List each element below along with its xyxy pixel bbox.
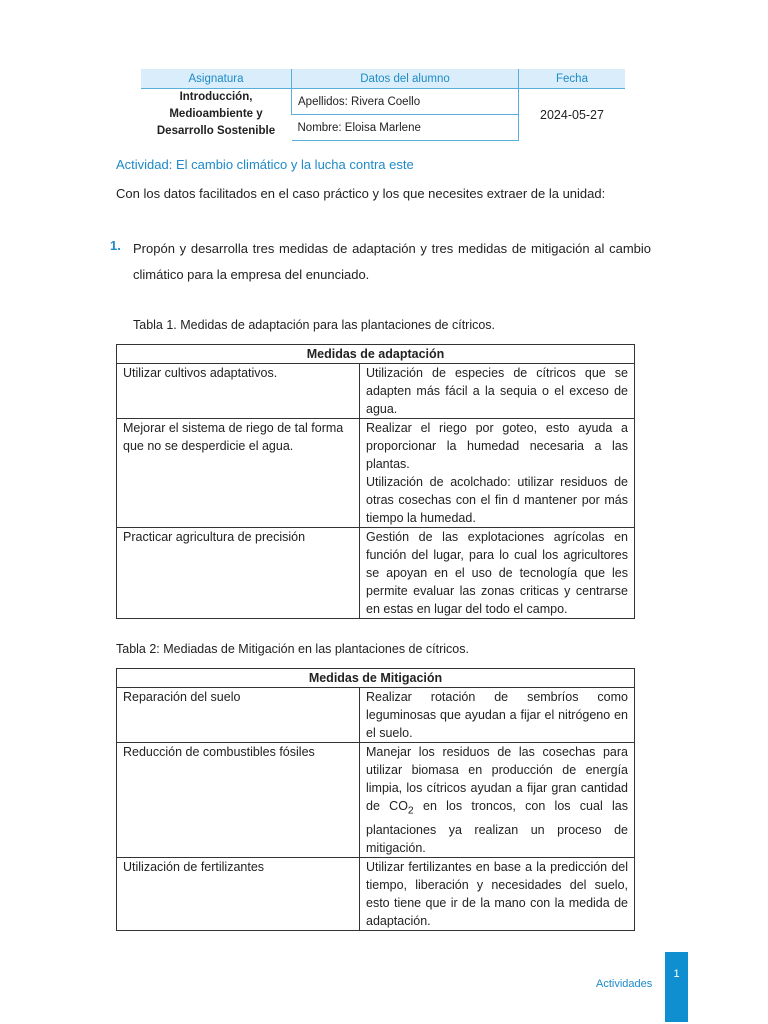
mitigation-table-header: Medidas de Mitigación: [117, 669, 635, 688]
subject-line-2: Medioambiente y: [169, 108, 263, 121]
table-row: [117, 857, 635, 930]
adaptation-table-header: Medidas de adaptación: [117, 345, 635, 364]
table-row: [117, 364, 635, 419]
page-number: 1: [673, 968, 680, 980]
table1-caption: Tabla 1. Medidas de adaptación para las plantaciones de cítricos.: [133, 318, 496, 332]
table2-caption: Tabla 2: Mediadas de Mitigación en las plantaciones de cítricos.: [116, 642, 469, 656]
adaptation-table: [116, 344, 635, 619]
surname-cell: Apellidos: Rivera Coello: [292, 89, 519, 115]
measure-cell: Reparación del suelo: [117, 688, 360, 743]
measure-cell: Mejorar el sistema de riego de tal forma que no se desperdicie el agua.: [117, 419, 360, 528]
description-text-a: Manejar los residuos de las cosechas para utilizar biomasa en producción de energía limpia, los cítricos ayudan a fijar gran cantidad de CO: [366, 745, 628, 813]
table-row: [117, 743, 635, 858]
description-cell: [360, 743, 635, 858]
description-text-b: en los troncos, con los cual las plantaciones ya realizan un proceso de mitigación.: [366, 799, 628, 855]
subject-line-3: Desarrollo Sostenible: [156, 125, 276, 138]
activity-title: Actividad: El cambio climático y la lucha contra este: [116, 157, 414, 172]
measure-cell: Utilizar cultivos adaptativos.: [117, 364, 360, 419]
description-paragraph: Realizar el riego por goteo, esto ayuda a proporcionar la humedad necesaria a las plantas.: [366, 421, 628, 471]
question-number: 1.: [110, 238, 121, 253]
header-student-label: Datos del alumno: [292, 69, 519, 89]
table-row: [117, 419, 635, 528]
measure-cell: Reducción de combustibles fósiles: [117, 743, 360, 858]
description-paragraph: Utilización de acolchado: utilizar residuos de otras cosechas con el fin d mantener por más tiempo la humedad.: [366, 475, 628, 525]
description-cell: [360, 419, 635, 528]
co2-subscript: 2: [407, 805, 414, 817]
footer-section-label: Actividades: [596, 978, 653, 990]
description-cell: Utilización de especies de cítricos que se adapten más fácil a la sequia o el exceso de agua.: [360, 364, 635, 419]
intro-text: Con los datos facilitados en el caso práctico y los que necesites extraer de la unidad:: [116, 186, 606, 201]
subject-line-1: Introducción,: [179, 91, 253, 104]
page-number-tab: [665, 952, 688, 1022]
header-date-label: Fecha: [519, 69, 626, 89]
table-row: [117, 688, 635, 743]
question-text: Propón y desarrolla tres medidas de adaptación y tres medidas de mitigación al cambio climático para la empresa del enunciado.: [133, 241, 651, 282]
measure-cell: Practicar agricultura de precisión: [117, 528, 360, 619]
description-cell: Utilizar fertilizantes en base a la predicción del tiempo, liberación y necesidades del suelo, esto tiene que ir de la mano con la medida de adaptación.: [360, 857, 635, 930]
description-cell: Gestión de las explotaciones agrícolas en función del lugar, para lo cual los agricultores se apoyan en el uso de tecnología que les permite evaluar las zonas criticas y centrarse en estas en lugar del todo el campo.: [360, 528, 635, 619]
mitigation-table: [116, 668, 635, 931]
description-cell: Realizar rotación de sembríos como leguminosas que ayudan a fijar el nitrógeno en el suelo.: [360, 688, 635, 743]
measure-cell: Utilización de fertilizantes: [117, 857, 360, 930]
name-cell: Nombre: Eloisa Marlene: [292, 115, 519, 141]
header-table: [141, 69, 625, 141]
table-row: [117, 528, 635, 619]
header-subject-label: Asignatura: [141, 69, 292, 89]
date-cell: 2024-05-27: [519, 89, 626, 141]
subject-cell: [141, 89, 292, 141]
